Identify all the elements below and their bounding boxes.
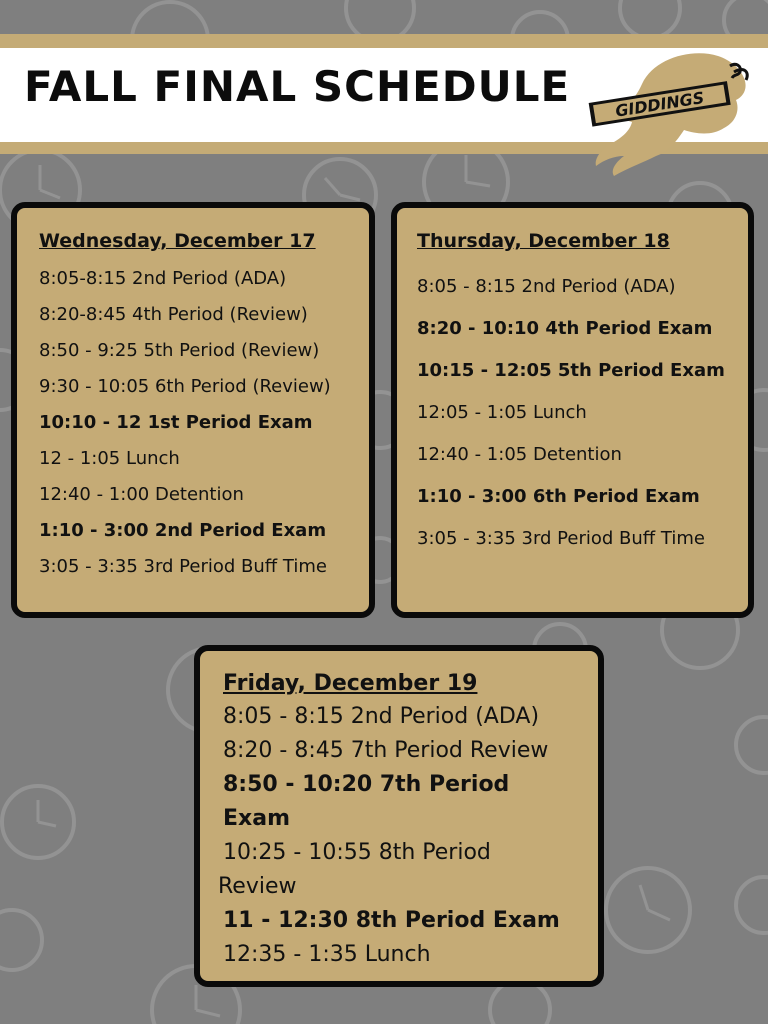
schedule-item-text: 10:25 - 10:55 8th Period — [223, 840, 491, 865]
schedule-item-exam: 8:50 - 10:20 7th Period Exam — [223, 772, 510, 831]
schedule-item: 3:05 - 3:35 3rd Period Buff Time — [417, 528, 705, 549]
schedule-item: 12:35 - 1:35 Lunch — [223, 942, 431, 967]
schedule-item: 8:20-8:45 4th Period (Review) — [39, 304, 308, 325]
logo-wordmark: GIDDINGS — [613, 87, 706, 121]
schedule-item: 12:05 - 1:05 Lunch — [417, 402, 587, 423]
schedule-item: 9:30 - 10:05 6th Period (Review) — [39, 376, 331, 397]
schedule-item — [218, 836, 563, 904]
schedule-card-thursday — [391, 202, 754, 618]
schedule-list — [39, 261, 369, 585]
schedule-item: 12 - 1:05 Lunch — [39, 448, 180, 469]
schedule-item-continuation: Review — [218, 874, 297, 899]
schedule-item: 8:50 - 9:25 5th Period (Review) — [39, 340, 320, 361]
schedule-item: 12:40 - 1:00 Detention — [39, 484, 244, 505]
schedule-item: 8:05 - 8:15 2nd Period (ADA) — [223, 704, 540, 729]
schedule-item: 3:05 - 3:35 3rd Period Buff Time — [39, 556, 327, 577]
schedule-item-exam: 11 - 12:30 8th Period Exam — [223, 908, 560, 933]
page-title: FALL FINAL SCHEDULE — [24, 62, 571, 111]
schedule-list — [218, 700, 598, 972]
schedule-item-exam: 1:10 - 3:00 6th Period Exam — [417, 486, 700, 507]
day-heading: Thursday, December 18 — [417, 230, 670, 252]
schedule-list — [417, 266, 748, 560]
schedule-item: 8:05-8:15 2nd Period (ADA) — [39, 268, 287, 289]
day-heading: Friday, December 19 — [223, 671, 478, 696]
schedule-item: 8:20 - 8:45 7th Period Review — [223, 738, 549, 763]
schedule-item-exam: 10:10 - 12 1st Period Exam — [39, 412, 313, 433]
schedule-card-friday — [194, 645, 604, 987]
schedule-item-exam: 10:15 - 12:05 5th Period Exam — [417, 360, 725, 381]
schedule-item: 12:40 - 1:05 Detention — [417, 444, 622, 465]
schedule-item-exam: 8:20 - 10:10 4th Period Exam — [417, 318, 713, 339]
schedule-item-exam: 1:10 - 3:00 2nd Period Exam — [39, 520, 327, 541]
day-heading: Wednesday, December 17 — [39, 230, 316, 252]
giddings-buffalo-logo — [584, 44, 754, 180]
schedule-item: 8:05 - 8:15 2nd Period (ADA) — [417, 276, 676, 297]
schedule-card-wednesday — [11, 202, 375, 618]
